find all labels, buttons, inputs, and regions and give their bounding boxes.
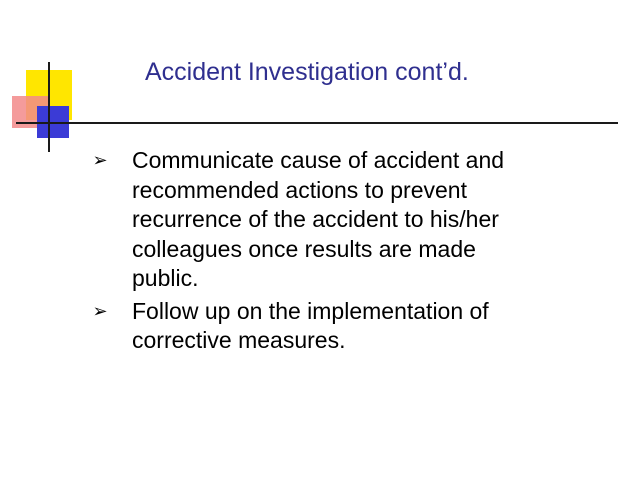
title-underline-divider (16, 122, 618, 124)
bullet-text-line: colleagues once results are made (132, 235, 476, 262)
bullet-item (90, 146, 610, 294)
slide-title: Accident Investigation cont’d. (145, 58, 469, 86)
bullet-list (90, 146, 610, 359)
bullet-text-line: recurrence of the accident to his/her (132, 206, 499, 232)
bullet-text-line: recommended actions to prevent (132, 176, 467, 203)
arrow-bullet-icon: ➢ (92, 150, 108, 171)
bullet-text-line: public. (132, 265, 199, 291)
bullet-text-line: corrective measures. (132, 327, 346, 353)
bullet-text-line: Follow up on the implementation of (132, 297, 489, 324)
arrow-bullet-icon: ➢ (92, 300, 108, 322)
bullet-item (90, 297, 610, 356)
decorative-vertical-line (48, 62, 50, 152)
bullet-text-line: Communicate cause of accident and (132, 147, 505, 173)
